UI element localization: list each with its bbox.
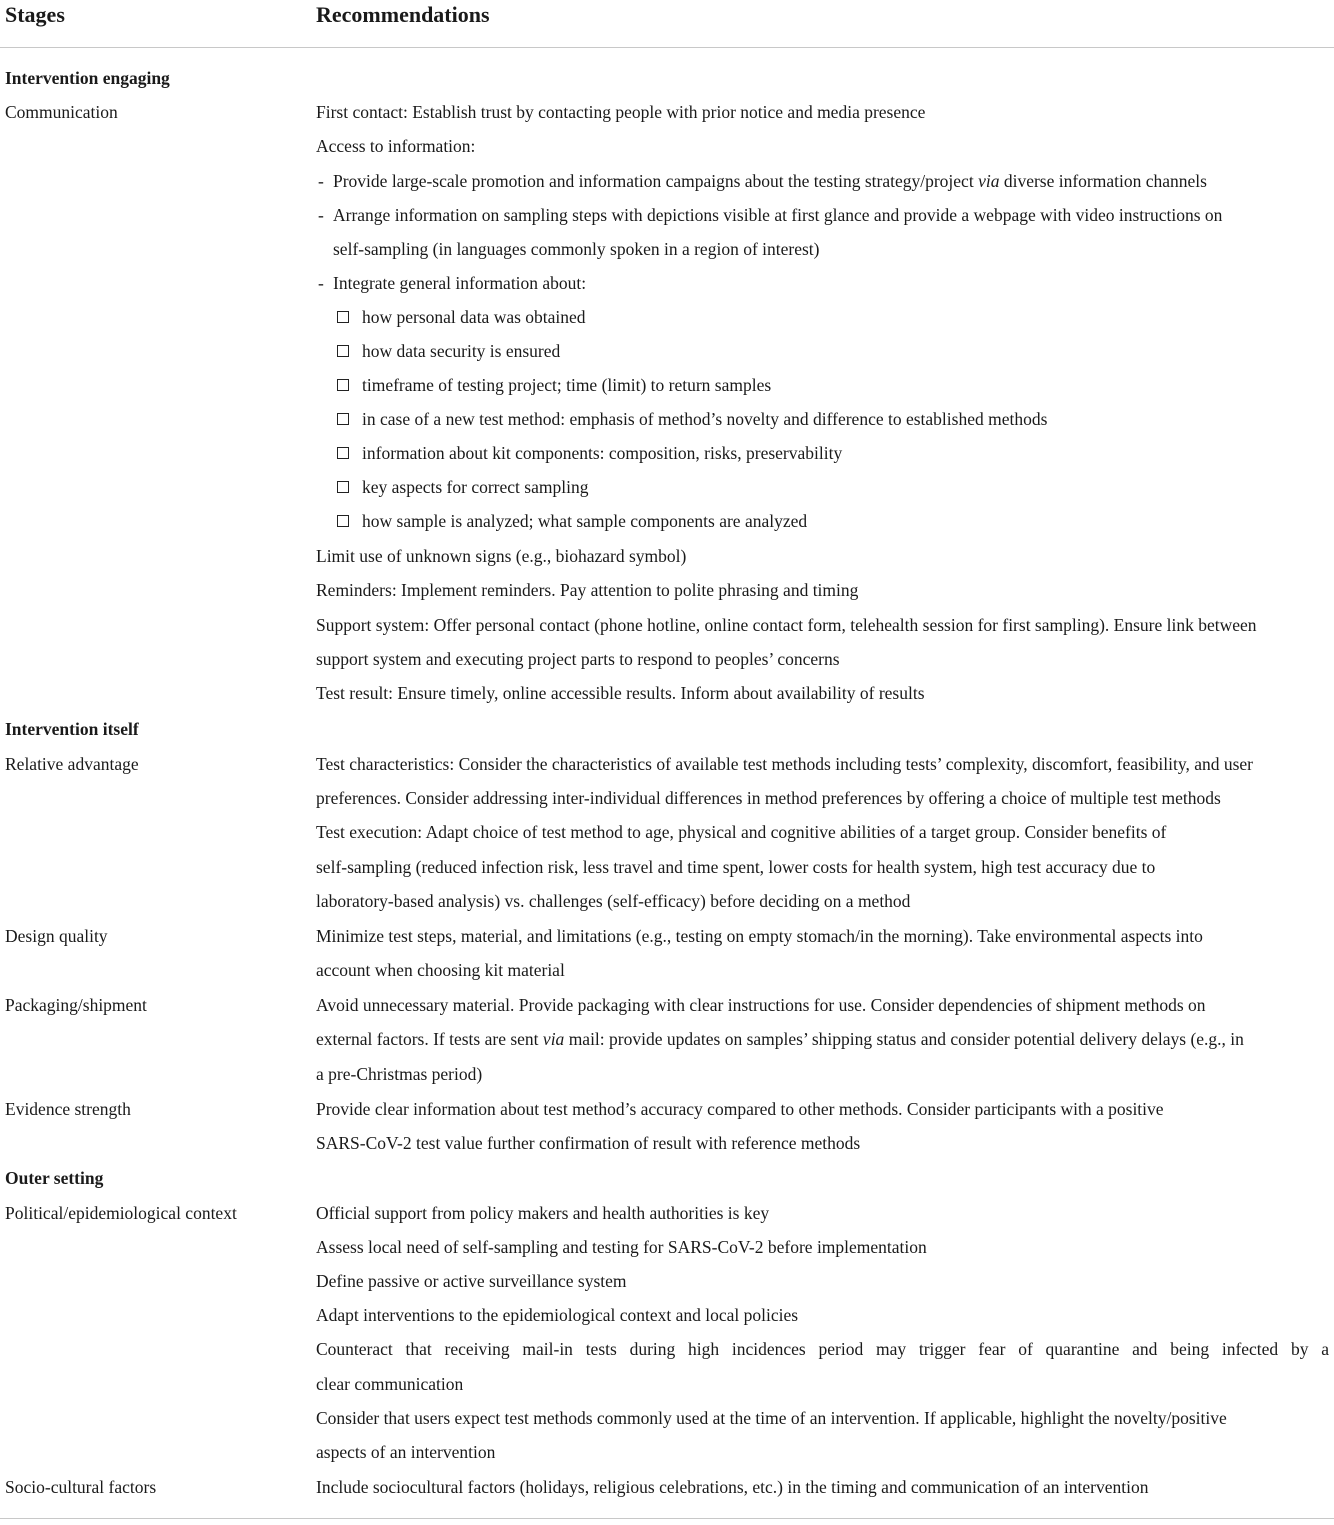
justified-word: mail-in (522, 1339, 573, 1359)
rec-relative-line-2: preferences. Consider addressing inter-individual differences in method preferences by offering a choice of multiple test methods (316, 788, 1221, 808)
justified-word: trigger (918, 1339, 966, 1359)
checklist-item: in case of a new test method: emphasis of method’s novelty and difference to established methods (362, 409, 1048, 429)
justified-word: quarantine (1045, 1339, 1120, 1359)
justified-word: during (629, 1339, 676, 1359)
rec-packaging-line-2 (316, 1027, 1244, 1051)
dash-bullet: - (318, 171, 324, 191)
rec-political-line-8: aspects of an intervention (316, 1442, 496, 1462)
rec-arrange-line-1: Arrange information on sampling steps with depictions visible at first glance and provide a webpage with video instructions on (333, 205, 1223, 225)
justified-word: Counteract (316, 1339, 393, 1359)
checkbox-icon (337, 481, 349, 493)
rec-sociocultural-line-1: Include sociocultural factors (holidays, religious celebrations, etc.) in the timing and communication of an intervention (316, 1477, 1149, 1497)
rec-design-line-2: account when choosing kit material (316, 960, 565, 980)
checklist-item: key aspects for correct sampling (362, 477, 589, 497)
dash-bullet: - (318, 205, 324, 225)
justified-word: a (1321, 1339, 1329, 1359)
rec-promotion-text-a: Provide large-scale promotion and information campaigns about the testing strategy/project (333, 171, 979, 191)
rec-support-line-2: support system and executing project parts to respond to peoples’ concerns (316, 649, 840, 669)
rec-first-contact: First contact: Establish trust by contacting people with prior notice and media presence (316, 102, 926, 122)
rec-evidence-line-1: Provide clear information about test method’s accuracy compared to other methods. Consider participants with a positive (316, 1099, 1164, 1119)
rec-packaging-text-b: mail: provide updates on samples’ shipping status and consider potential delivery delays (e.g., in (564, 1029, 1244, 1049)
rec-reminders: Reminders: Implement reminders. Pay attention to polite phrasing and timing (316, 580, 859, 600)
justified-word: that (405, 1339, 432, 1359)
rec-political-line-2: Assess local need of self-sampling and testing for SARS-CoV-2 before implementation (316, 1237, 927, 1257)
justified-word: being (1170, 1339, 1210, 1359)
rec-relative-line-1: Test characteristics: Consider the characteristics of available test methods including tests’ complexity, discomfort, feasibility, and user (316, 754, 1254, 774)
checkbox-icon (337, 447, 349, 459)
stage-political-context: Political/epidemiological context (5, 1203, 237, 1223)
checkbox-icon (337, 345, 349, 357)
checkbox-icon (337, 379, 349, 391)
justified-word: and (1132, 1339, 1158, 1359)
header-rule (0, 47, 1334, 48)
stage-sociocultural-factors: Socio-cultural factors (5, 1477, 157, 1497)
checklist-item: how personal data was obtained (362, 307, 586, 327)
rec-political-line-7: Consider that users expect test methods commonly used at the time of an intervention. If applicable, highlight the novelty/positive (316, 1408, 1227, 1428)
justified-word: infected (1221, 1339, 1279, 1359)
rec-political-line-1: Official support from policy makers and health authorities is key (316, 1203, 770, 1223)
justified-word: period (818, 1339, 864, 1359)
rec-promotion-via: via (978, 171, 1000, 191)
section-intervention-itself: Intervention itself (5, 719, 139, 739)
rec-political-line-4: Adapt interventions to the epidemiological context and local policies (316, 1305, 799, 1325)
checklist-item: how data security is ensured (362, 341, 561, 361)
checklist-item: how sample is analyzed; what sample components are analyzed (362, 511, 808, 531)
header-stages: Stages (5, 2, 65, 27)
checklist-item: information about kit components: composition, risks, preservability (362, 443, 843, 463)
stage-evidence-strength: Evidence strength (5, 1099, 131, 1119)
footer-rule (0, 1518, 1334, 1519)
rec-promotion (333, 169, 1207, 193)
rec-political-line-6: clear communication (316, 1374, 464, 1394)
justified-word: may (875, 1339, 907, 1359)
rec-arrange-line-2: self-sampling (in languages commonly spoken in a region of interest) (333, 239, 820, 259)
justified-word: high (688, 1339, 720, 1359)
justified-word: tests (585, 1339, 617, 1359)
rec-integrate: Integrate general information about: (333, 273, 587, 293)
checkbox-icon (337, 413, 349, 425)
rec-unknown-signs: Limit use of unknown signs (e.g., biohazard symbol) (316, 546, 687, 566)
rec-political-line-5 (316, 1337, 1329, 1361)
justified-word: receiving (444, 1339, 510, 1359)
stage-packaging-shipment: Packaging/shipment (5, 995, 147, 1015)
checkbox-icon (337, 311, 349, 323)
rec-packaging-line-1: Avoid unnecessary material. Provide packaging with clear instructions for use. Consider dependencies of shipment methods on (316, 995, 1206, 1015)
rec-packaging-via: via (542, 1029, 565, 1049)
checklist-item: timeframe of testing project; time (limit) to return samples (362, 375, 772, 395)
rec-test-result: Test result: Ensure timely, online accessible results. Inform about availability of results (316, 683, 925, 703)
rec-packaging-text-a: external factors. If tests are sent (316, 1029, 543, 1049)
rec-design-line-1: Minimize test steps, material, and limitations (e.g., testing on empty stomach/in the morning). Take environmental aspects into (316, 926, 1203, 946)
rec-support-line-1: Support system: Offer personal contact (phone hotline, online contact form, telehealth session for first sampling). Ensure link between (316, 615, 1257, 635)
header-recommendations: Recommendations (316, 2, 490, 27)
checkbox-icon (337, 515, 349, 527)
justified-word: of (1018, 1339, 1033, 1359)
section-outer-setting: Outer setting (5, 1168, 104, 1188)
dash-bullet: - (318, 273, 324, 293)
rec-relative-line-3: Test execution: Adapt choice of test method to age, physical and cognitive abilities of a target group. Consider benefits of (316, 822, 1167, 842)
justified-word: fear (978, 1339, 1006, 1359)
rec-promotion-text-b: diverse information channels (999, 171, 1207, 191)
stage-communication: Communication (5, 102, 118, 122)
section-intervention-engaging: Intervention engaging (5, 68, 170, 88)
rec-relative-line-5: laboratory-based analysis) vs. challenges (self-efficacy) before deciding on a method (316, 891, 911, 911)
rec-packaging-line-3: a pre-Christmas period) (316, 1064, 483, 1084)
rec-relative-line-4: self-sampling (reduced infection risk, less travel and time spent, lower costs for health system, high test accuracy due to (316, 857, 1156, 877)
justified-word: by (1290, 1339, 1309, 1359)
stage-design-quality: Design quality (5, 926, 108, 946)
rec-access-information: Access to information: (316, 136, 476, 156)
rec-evidence-line-2: SARS-CoV-2 test value further confirmation of result with reference methods (316, 1133, 861, 1153)
stage-relative-advantage: Relative advantage (5, 754, 139, 774)
justified-word: incidences (731, 1339, 806, 1359)
rec-political-line-3: Define passive or active surveillance system (316, 1271, 627, 1291)
